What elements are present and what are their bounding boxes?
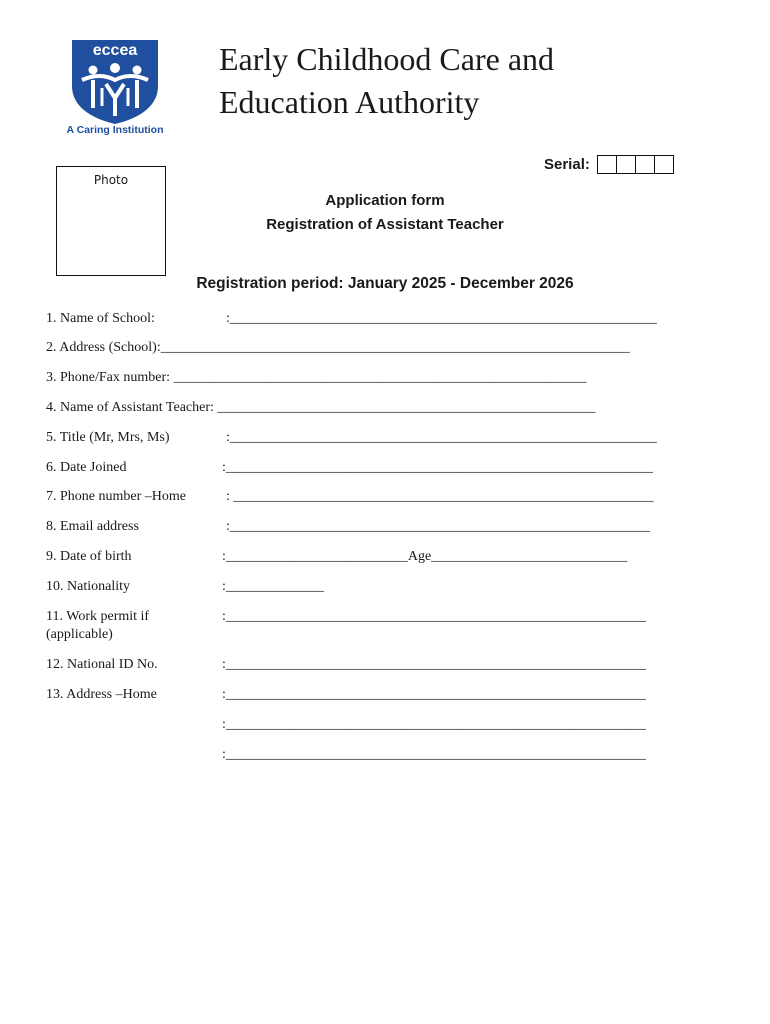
field-home-phone[interactable] [46,488,654,506]
field-label: 9. Date of birth [46,549,132,564]
field-label: 12. National ID No. [46,657,158,672]
eccea-shield-icon [60,36,170,126]
serial-label: Serial: [544,156,590,173]
serial-number [544,155,674,174]
field-line[interactable]: :____________________________________________________________ [222,747,646,762]
field-label: 10. Nationality [46,579,130,594]
field-line[interactable]: :____________________________________________________________ [222,687,646,702]
field-label: 6. Date Joined [46,460,127,475]
field-label: 2. Address (School):___________________________________________________________________ [46,340,630,355]
field-school-address[interactable] [46,339,630,357]
serial-box[interactable] [635,155,655,174]
field-label: 4. Name of Assistant Teacher: ______________________________________________________ [46,400,596,415]
eccea-logo [60,36,170,138]
field-label: 8. Email address [46,519,139,534]
field-national-id[interactable] [46,656,646,674]
field-line[interactable]: :_____________________________________________________________ [226,311,657,326]
field-title[interactable] [46,429,657,447]
field-work-permit[interactable] [46,608,646,644]
serial-box[interactable] [654,155,674,174]
logo-wordmark: eccea [92,42,138,59]
field-email[interactable] [46,518,650,536]
field-teacher-name[interactable] [46,399,595,417]
field-label: 11. Work permit if [46,609,150,624]
field-line[interactable]: :__________________________Age____________________________ [222,549,628,564]
field-line[interactable]: :____________________________________________________________ [222,657,646,672]
field-label: 13. Address –Home [46,687,157,702]
field-label: 7. Phone number –Home [46,489,186,504]
field-line[interactable]: :____________________________________________________________ [222,609,646,624]
field-label-2: (applicable) [46,627,113,642]
field-line[interactable]: :_____________________________________________________________ [222,460,653,475]
serial-box[interactable] [616,155,636,174]
field-label: 5. Title (Mr, Mrs, Ms) [46,430,170,445]
form-title: Application form [325,192,445,209]
field-line[interactable]: : ____________________________________________________________ [226,489,654,504]
field-home-address[interactable] [46,686,646,704]
field-phone-fax[interactable] [46,369,587,387]
serial-box[interactable] [597,155,617,174]
field-line[interactable]: :______________ [222,579,324,594]
serial-boxes [598,155,674,174]
registration-period: Registration period: January 2025 - December 2026 [196,275,574,292]
field-line[interactable]: :____________________________________________________________ [226,519,650,534]
field-date-of-birth[interactable] [46,548,628,566]
field-label: 3. Phone/Fax number: ___________________________________________________________ [46,370,587,385]
field-label: 1. Name of School: [46,311,155,326]
organization-title-line1: Early Childhood Care and [219,41,555,77]
logo-tagline: A Caring Institution [66,124,164,136]
photo-label: Photo [93,173,129,187]
form-subtitle: Registration of Assistant Teacher [266,216,504,233]
field-line[interactable]: :____________________________________________________________ [222,717,646,732]
organization-title [219,38,554,124]
field-school-name[interactable] [46,310,657,328]
field-line[interactable]: :_____________________________________________________________ [226,430,657,445]
field-nationality[interactable] [46,578,324,596]
field-date-joined[interactable] [46,459,653,477]
organization-title-line2: Education Authority [219,84,480,120]
